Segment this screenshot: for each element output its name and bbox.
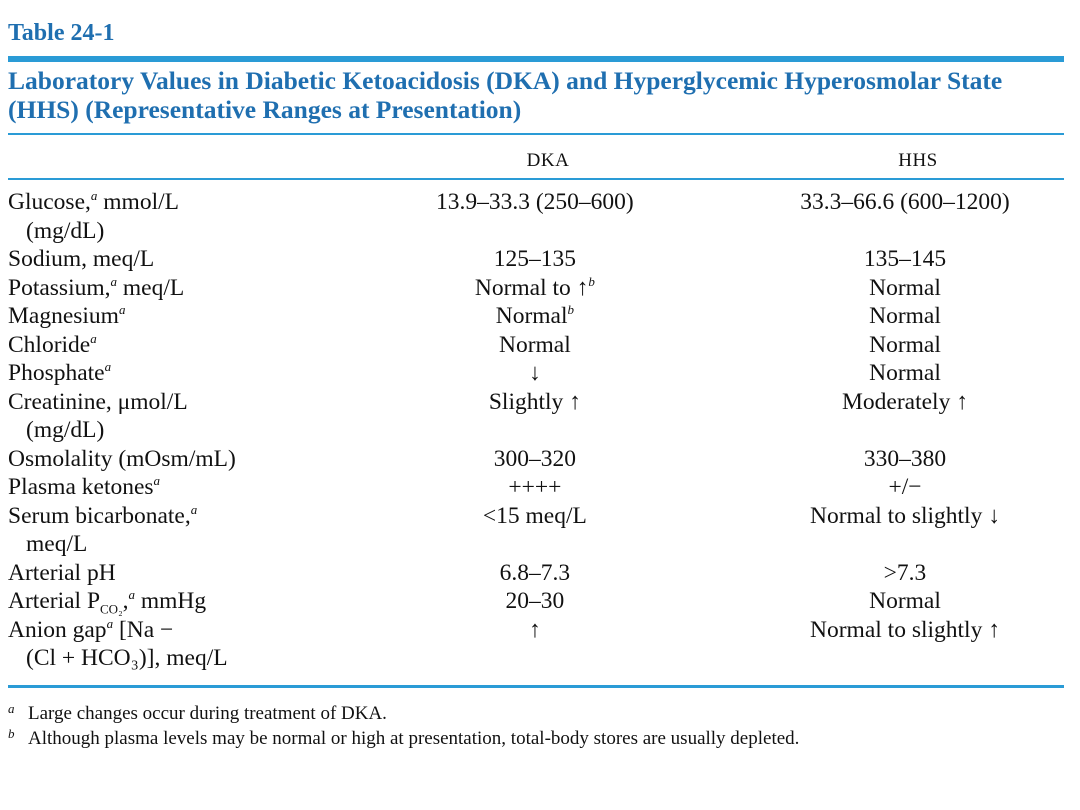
- row-label: [8, 331, 386, 360]
- label-text: ,: [122, 588, 129, 614]
- table-row: [8, 302, 1074, 331]
- label-continuation: (mg/dL): [26, 217, 105, 244]
- table-caption: Laboratory Values in Diabetic Ketoacidosis (DKA) and Hyperglycemic Hyperosmolar State (HHS) (Representative Ranges at Presentation): [8, 66, 1003, 124]
- table-row: [8, 359, 1074, 388]
- label-continuation: (mg/dL): [26, 417, 105, 443]
- footnote-marker: a: [106, 615, 114, 631]
- table-row: [8, 616, 1074, 673]
- dka-value: [386, 302, 684, 331]
- document-page: [8, 0, 1074, 810]
- column-header-hhs: HHS: [898, 150, 938, 171]
- table-row: [8, 445, 1074, 474]
- footnote-marker: a: [128, 587, 135, 603]
- table-row: [8, 388, 1074, 445]
- table-row: [8, 188, 1074, 245]
- hhs-value: 330–380: [863, 445, 947, 472]
- label-text: Phosphate: [8, 360, 105, 386]
- label-text: mmHg: [134, 588, 207, 614]
- dka-value: 6.8–7.3: [499, 559, 571, 586]
- row-label: [8, 274, 386, 303]
- label-text: [Na −: [113, 616, 174, 643]
- label-text: Serum bicarbonate,: [8, 502, 191, 529]
- label-continuation: meq/L: [26, 531, 88, 557]
- subscript: CO₂: [100, 601, 123, 617]
- footnote-marker: b: [567, 302, 575, 318]
- table-body: [8, 188, 1074, 673]
- dka-value: 300–320: [493, 445, 576, 472]
- hhs-value: 135–145: [863, 246, 947, 272]
- hhs-value: Normal: [869, 303, 941, 329]
- footnote: [8, 701, 1068, 726]
- column-header-dka: DKA: [526, 150, 570, 171]
- label-text: Creatinine, μmol/L: [8, 388, 188, 415]
- hhs-value: >7.3: [883, 559, 927, 586]
- dka-value: ++++: [508, 474, 562, 500]
- row-label: [8, 502, 386, 559]
- bottom-rule: [8, 685, 1064, 688]
- hhs-value: 33.3–66.6 (600–1200): [800, 189, 1010, 215]
- footnote-text: Large changes occur during treatment of DKA.: [28, 703, 387, 724]
- footnotes: [8, 701, 1068, 751]
- footnote-marker: b: [588, 273, 595, 289]
- top-rule: [8, 56, 1064, 62]
- table-row: [8, 502, 1074, 559]
- footnote-text: Although plasma levels may be normal or high at presentation, total-body stores are usually depleted.: [28, 728, 800, 749]
- hhs-value: Moderately ↑: [842, 388, 968, 415]
- label-continuation: (Cl + HCO₃)], meq/L: [26, 645, 228, 671]
- footnote-marker: a: [104, 359, 112, 375]
- dka-value: ↑: [529, 616, 541, 643]
- value-text: Normal to ↑: [474, 274, 589, 301]
- row-label: [8, 302, 386, 331]
- table-number: Table 24-1: [8, 20, 115, 46]
- header-rule: [8, 178, 1064, 180]
- hhs-value: Normal: [869, 588, 941, 614]
- row-label: [8, 587, 386, 616]
- footnote-marker: a: [90, 330, 97, 346]
- caption-rule: [8, 133, 1064, 135]
- dka-value: 20–30: [505, 588, 565, 614]
- table-row: [8, 245, 1074, 274]
- hhs-value: Normal to slightly ↓: [810, 502, 1000, 529]
- row-label: Arterial pH: [8, 559, 116, 586]
- hhs-value: +/−: [888, 474, 922, 500]
- hhs-value: Normal: [869, 274, 941, 301]
- row-label: [8, 388, 386, 445]
- row-label: Sodium, meq/L: [8, 246, 155, 272]
- hhs-value: Normal: [869, 360, 941, 386]
- row-label: Osmolality (mOsm/mL): [8, 445, 236, 472]
- footnote-marker: a: [153, 473, 161, 489]
- dka-value: 13.9–33.3 (250–600): [435, 189, 634, 215]
- table-row: [8, 331, 1074, 360]
- row-label: [8, 473, 386, 502]
- table-row: [8, 274, 1074, 303]
- table-row: [8, 587, 1074, 616]
- footnote-marker: a: [8, 701, 15, 716]
- dka-value: Normal: [498, 331, 571, 358]
- table-row: [8, 559, 1074, 588]
- label-text: Anion gap: [8, 616, 107, 643]
- dka-value: Slightly ↑: [488, 388, 581, 415]
- row-label: [8, 188, 386, 245]
- dka-value: 125–135: [493, 246, 576, 272]
- footnote-marker: a: [118, 302, 126, 318]
- label-text: Glucose,: [8, 189, 91, 215]
- dka-value: <15 meq/L: [482, 502, 587, 529]
- footnote-marker: a: [110, 273, 118, 289]
- footnote-marker: a: [190, 501, 198, 517]
- label-text: mmol/L: [97, 189, 179, 215]
- dka-value: [386, 274, 684, 303]
- value-text: Normal: [495, 303, 568, 329]
- row-label: [8, 616, 386, 673]
- row-label: [8, 359, 386, 388]
- hhs-value: Normal: [869, 331, 941, 358]
- table-row: [8, 473, 1074, 502]
- label-text: Arterial P: [8, 588, 101, 614]
- hhs-value: Normal to slightly ↑: [810, 616, 1000, 643]
- label-text: meq/L: [117, 274, 185, 301]
- footnote-marker: a: [90, 188, 98, 204]
- label-text: Plasma ketones: [8, 474, 154, 500]
- footnote: [8, 726, 1068, 751]
- label-text: Magnesium: [8, 303, 119, 329]
- label-text: Chloride: [8, 331, 91, 358]
- dka-value: ↓: [529, 360, 541, 386]
- label-text: Potassium,: [8, 274, 111, 301]
- footnote-marker: b: [8, 726, 15, 741]
